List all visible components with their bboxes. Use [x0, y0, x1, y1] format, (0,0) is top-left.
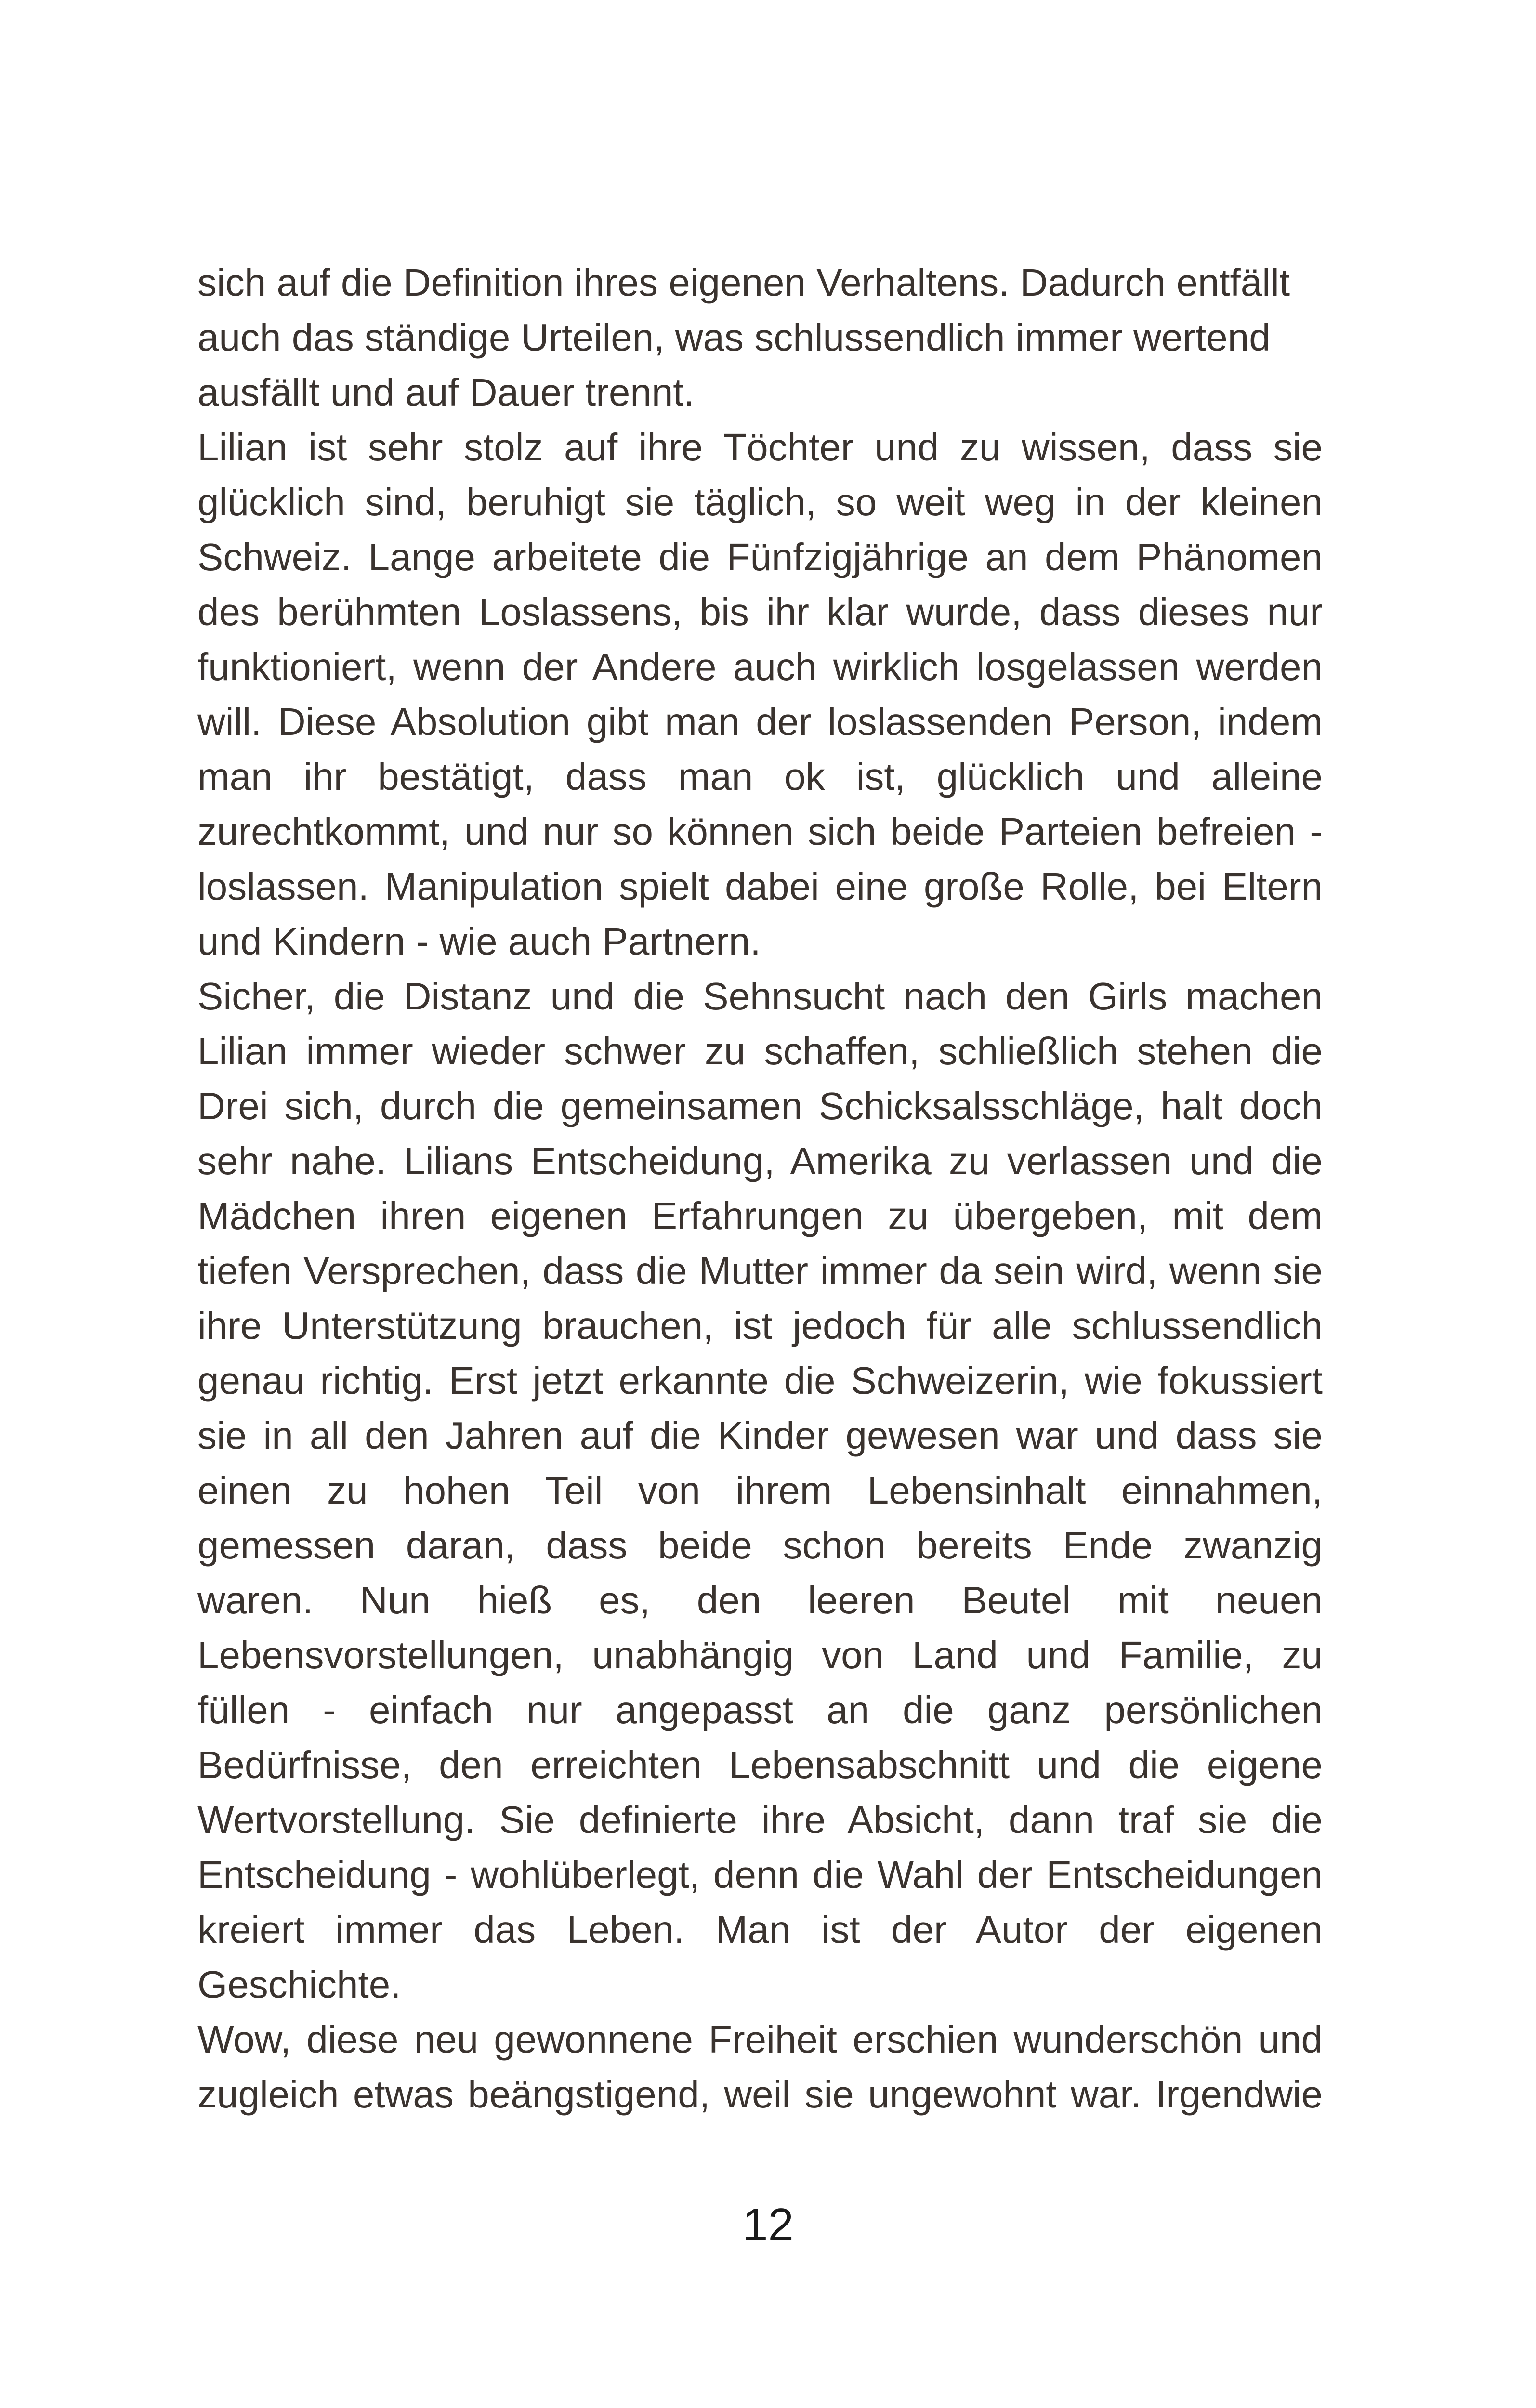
text-line: gemessen daran, dass beide schon bereits Ende zwanzig: [197, 1524, 1323, 1567]
text-line: waren. Nun hieß es, den leeren Beutel mit neuen: [197, 1579, 1323, 1622]
text-line: Mädchen ihren eigenen Erfahrungen zu übergeben, mit dem: [197, 1194, 1323, 1237]
body-text: [197, 255, 1323, 2122]
text-line: genau richtig. Erst jetzt erkannte die Schweizerin, wie fokussiert: [197, 1359, 1323, 1402]
text-line: sie in all den Jahren auf die Kinder gewesen war und dass sie: [197, 1414, 1323, 1457]
text-line: Sicher, die Distanz und die Sehnsucht nach den Girls machen: [197, 975, 1323, 1018]
text-line: ausfällt und auf Dauer trennt.: [197, 371, 695, 414]
text-line: füllen - einfach nur angepasst an die ganz persönlichen: [197, 1688, 1323, 1731]
text-line: loslassen. Manipulation spielt dabei eine große Rolle, bei Eltern: [197, 865, 1323, 908]
text-line: Wow, diese neu gewonnene Freiheit erschien wunderschön und: [197, 2018, 1323, 2061]
text-line: Geschichte.: [197, 1963, 401, 2006]
text-line: auch das ständige Urteilen, was schlussendlich immer wertend: [197, 316, 1271, 359]
text-line: Lilian immer wieder schwer zu schaffen, schließlich stehen die: [197, 1030, 1323, 1073]
text-line: tiefen Versprechen, dass die Mutter immer da sein wird, wenn sie: [197, 1249, 1323, 1292]
text-line: zurechtkommt, und nur so können sich beide Parteien befreien -: [197, 810, 1323, 853]
text-line: zugleich etwas beängstigend, weil sie ungewohnt war. Irgendwie: [197, 2073, 1323, 2116]
text-line: und Kindern - wie auch Partnern.: [197, 920, 761, 963]
text-line: kreiert immer das Leben. Man ist der Autor der eigenen: [197, 1908, 1323, 1951]
text-line: sehr nahe. Lilians Entscheidung, Amerika zu verlassen und die: [197, 1139, 1323, 1182]
text-line: Bedürfnisse, den erreichten Lebensabschnitt und die eigene: [197, 1743, 1323, 1786]
text-line: Drei sich, durch die gemeinsamen Schicksalsschläge, halt doch: [197, 1085, 1323, 1127]
text-line: Lebensvorstellungen, unabhängig von Land und Familie, zu: [197, 1634, 1323, 1676]
text-line: man ihr bestätigt, dass man ok ist, glücklich und alleine: [197, 755, 1323, 798]
page-number: 12: [742, 2199, 794, 2251]
text-line: Wertvorstellung. Sie definierte ihre Absicht, dann traf sie die: [197, 1798, 1323, 1841]
text-line: Entscheidung - wohlüberlegt, denn die Wahl der Entscheidungen: [197, 1853, 1323, 1896]
text-line: will. Diese Absolution gibt man der loslassenden Person, indem: [197, 700, 1323, 743]
text-line: des berühmten Loslassens, bis ihr klar wurde, dass dieses nur: [197, 590, 1323, 633]
text-line: funktioniert, wenn der Andere auch wirklich losgelassen werden: [197, 645, 1323, 688]
text-line: ihre Unterstützung brauchen, ist jedoch für alle schlussendlich: [197, 1304, 1323, 1347]
text-line: Schweiz. Lange arbeitete die Fünfzigjährige an dem Phänomen: [197, 536, 1323, 578]
text-line: einen zu hohen Teil von ihrem Lebensinhalt einnahmen,: [197, 1469, 1323, 1512]
text-line: glücklich sind, beruhigt sie täglich, so weit weg in der kleinen: [197, 481, 1323, 523]
text-line: sich auf die Definition ihres eigenen Verhaltens. Dadurch entfällt: [197, 261, 1290, 304]
text-line: Lilian ist sehr stolz auf ihre Töchter und zu wissen, dass sie: [197, 426, 1323, 469]
